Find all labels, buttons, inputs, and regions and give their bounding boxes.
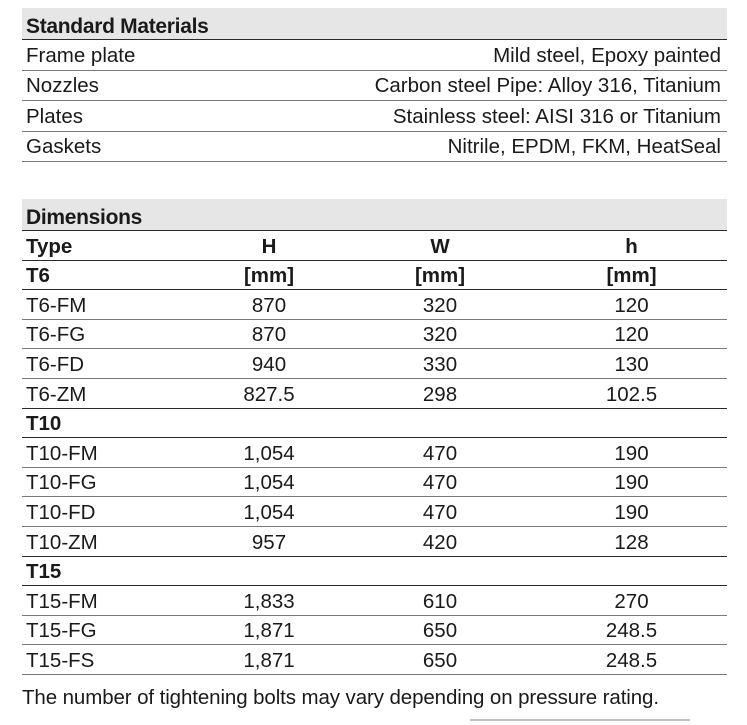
small-h-cell: 128 xyxy=(614,530,649,554)
type-cell: T10-FG xyxy=(26,471,97,495)
table-row xyxy=(22,290,727,320)
dimensions-title: Dimensions xyxy=(26,206,143,229)
type-cell: T6-FG xyxy=(26,323,86,347)
column-header-w: W xyxy=(430,234,450,258)
material-label: Gaskets xyxy=(26,135,102,158)
material-label: Frame plate xyxy=(26,43,136,67)
w-cell: 470 xyxy=(422,471,458,495)
small-h-cell: 130 xyxy=(614,352,649,376)
type-cell: T15-FM xyxy=(26,589,98,613)
small-h-cell: 248.5 xyxy=(605,648,658,672)
type-cell: T6-ZM xyxy=(26,382,87,406)
small-h-cell: 190 xyxy=(614,471,649,495)
unit-label: [mm] xyxy=(606,264,657,288)
table-row xyxy=(22,497,727,527)
type-cell: T10-ZM xyxy=(26,530,98,554)
section-spacer xyxy=(22,162,727,199)
h-cell: 1,871 xyxy=(243,619,295,643)
spec-sheet xyxy=(22,8,727,675)
unit-label: [mm] xyxy=(243,264,295,288)
table-row xyxy=(22,616,727,646)
unit-label: [mm] xyxy=(414,264,466,288)
small-h-cell: 270 xyxy=(614,589,649,613)
table-row xyxy=(22,320,727,350)
material-value: Mild steel, Epoxy painted xyxy=(493,43,721,67)
w-cell: 320 xyxy=(422,293,458,317)
dimensions-header xyxy=(22,199,727,231)
materials-row xyxy=(22,132,727,163)
group-row-t15 xyxy=(22,557,727,587)
column-header-small-h: h xyxy=(625,234,638,258)
h-cell: 957 xyxy=(251,530,287,554)
w-cell: 320 xyxy=(422,323,458,347)
h-cell: 1,833 xyxy=(243,589,295,613)
group-row-t6 xyxy=(22,261,727,291)
w-cell: 298 xyxy=(422,382,458,406)
h-cell: 1,054 xyxy=(243,471,295,495)
table-row xyxy=(22,438,727,468)
h-cell: 940 xyxy=(251,352,287,376)
small-h-cell: 248.5 xyxy=(605,619,658,643)
footnote: The number of tightening bolts may vary depending on pressure rating. xyxy=(22,686,659,709)
bottom-edge-mark xyxy=(470,719,690,724)
materials-row xyxy=(22,101,727,132)
material-value: Stainless steel: AISI 316 or Titanium xyxy=(392,104,721,128)
materials-row xyxy=(22,71,727,102)
table-row xyxy=(22,586,727,616)
materials-title: Standard Materials xyxy=(26,15,209,38)
small-h-cell: 190 xyxy=(614,500,649,524)
h-cell: 827.5 xyxy=(243,382,295,406)
column-header-h: H xyxy=(261,234,277,258)
material-label: Nozzles xyxy=(26,74,99,97)
type-cell: T10-FM xyxy=(26,441,98,465)
materials-row xyxy=(22,40,727,71)
table-row xyxy=(22,527,727,557)
h-cell: 870 xyxy=(251,293,287,317)
h-cell: 1,054 xyxy=(243,441,295,465)
w-cell: 650 xyxy=(422,648,458,672)
table-row xyxy=(22,349,727,379)
w-cell: 330 xyxy=(422,352,458,376)
w-cell: 650 xyxy=(422,619,458,643)
dimensions-column-headers xyxy=(22,231,727,261)
table-row xyxy=(22,645,727,675)
group-label: T15 xyxy=(26,560,62,584)
h-cell: 1,054 xyxy=(243,500,295,524)
materials-header xyxy=(22,8,727,40)
material-label: Plates xyxy=(26,104,83,128)
group-label: T6 xyxy=(26,264,50,288)
type-cell: T6-FD xyxy=(26,352,85,376)
w-cell: 610 xyxy=(422,589,458,613)
material-value: Nitrile, EPDM, FKM, HeatSeal xyxy=(447,135,721,158)
h-cell: 870 xyxy=(251,323,287,347)
w-cell: 470 xyxy=(422,500,458,524)
small-h-cell: 120 xyxy=(614,323,649,347)
group-row-t10 xyxy=(22,409,727,439)
column-header-type: Type xyxy=(26,234,73,258)
w-cell: 470 xyxy=(422,441,458,465)
type-cell: T6-FM xyxy=(26,293,87,317)
table-row xyxy=(22,468,727,498)
group-label: T10 xyxy=(26,412,62,436)
h-cell: 1,871 xyxy=(243,648,295,672)
table-row xyxy=(22,379,727,409)
small-h-cell: 120 xyxy=(614,293,649,317)
type-cell: T10-FD xyxy=(26,500,96,524)
type-cell: T15-FS xyxy=(26,648,95,672)
w-cell: 420 xyxy=(422,530,458,554)
type-cell: T15-FG xyxy=(26,619,97,643)
material-value: Carbon steel Pipe: Alloy 316, Titanium xyxy=(374,74,721,97)
small-h-cell: 102.5 xyxy=(605,382,658,406)
small-h-cell: 190 xyxy=(614,441,649,465)
